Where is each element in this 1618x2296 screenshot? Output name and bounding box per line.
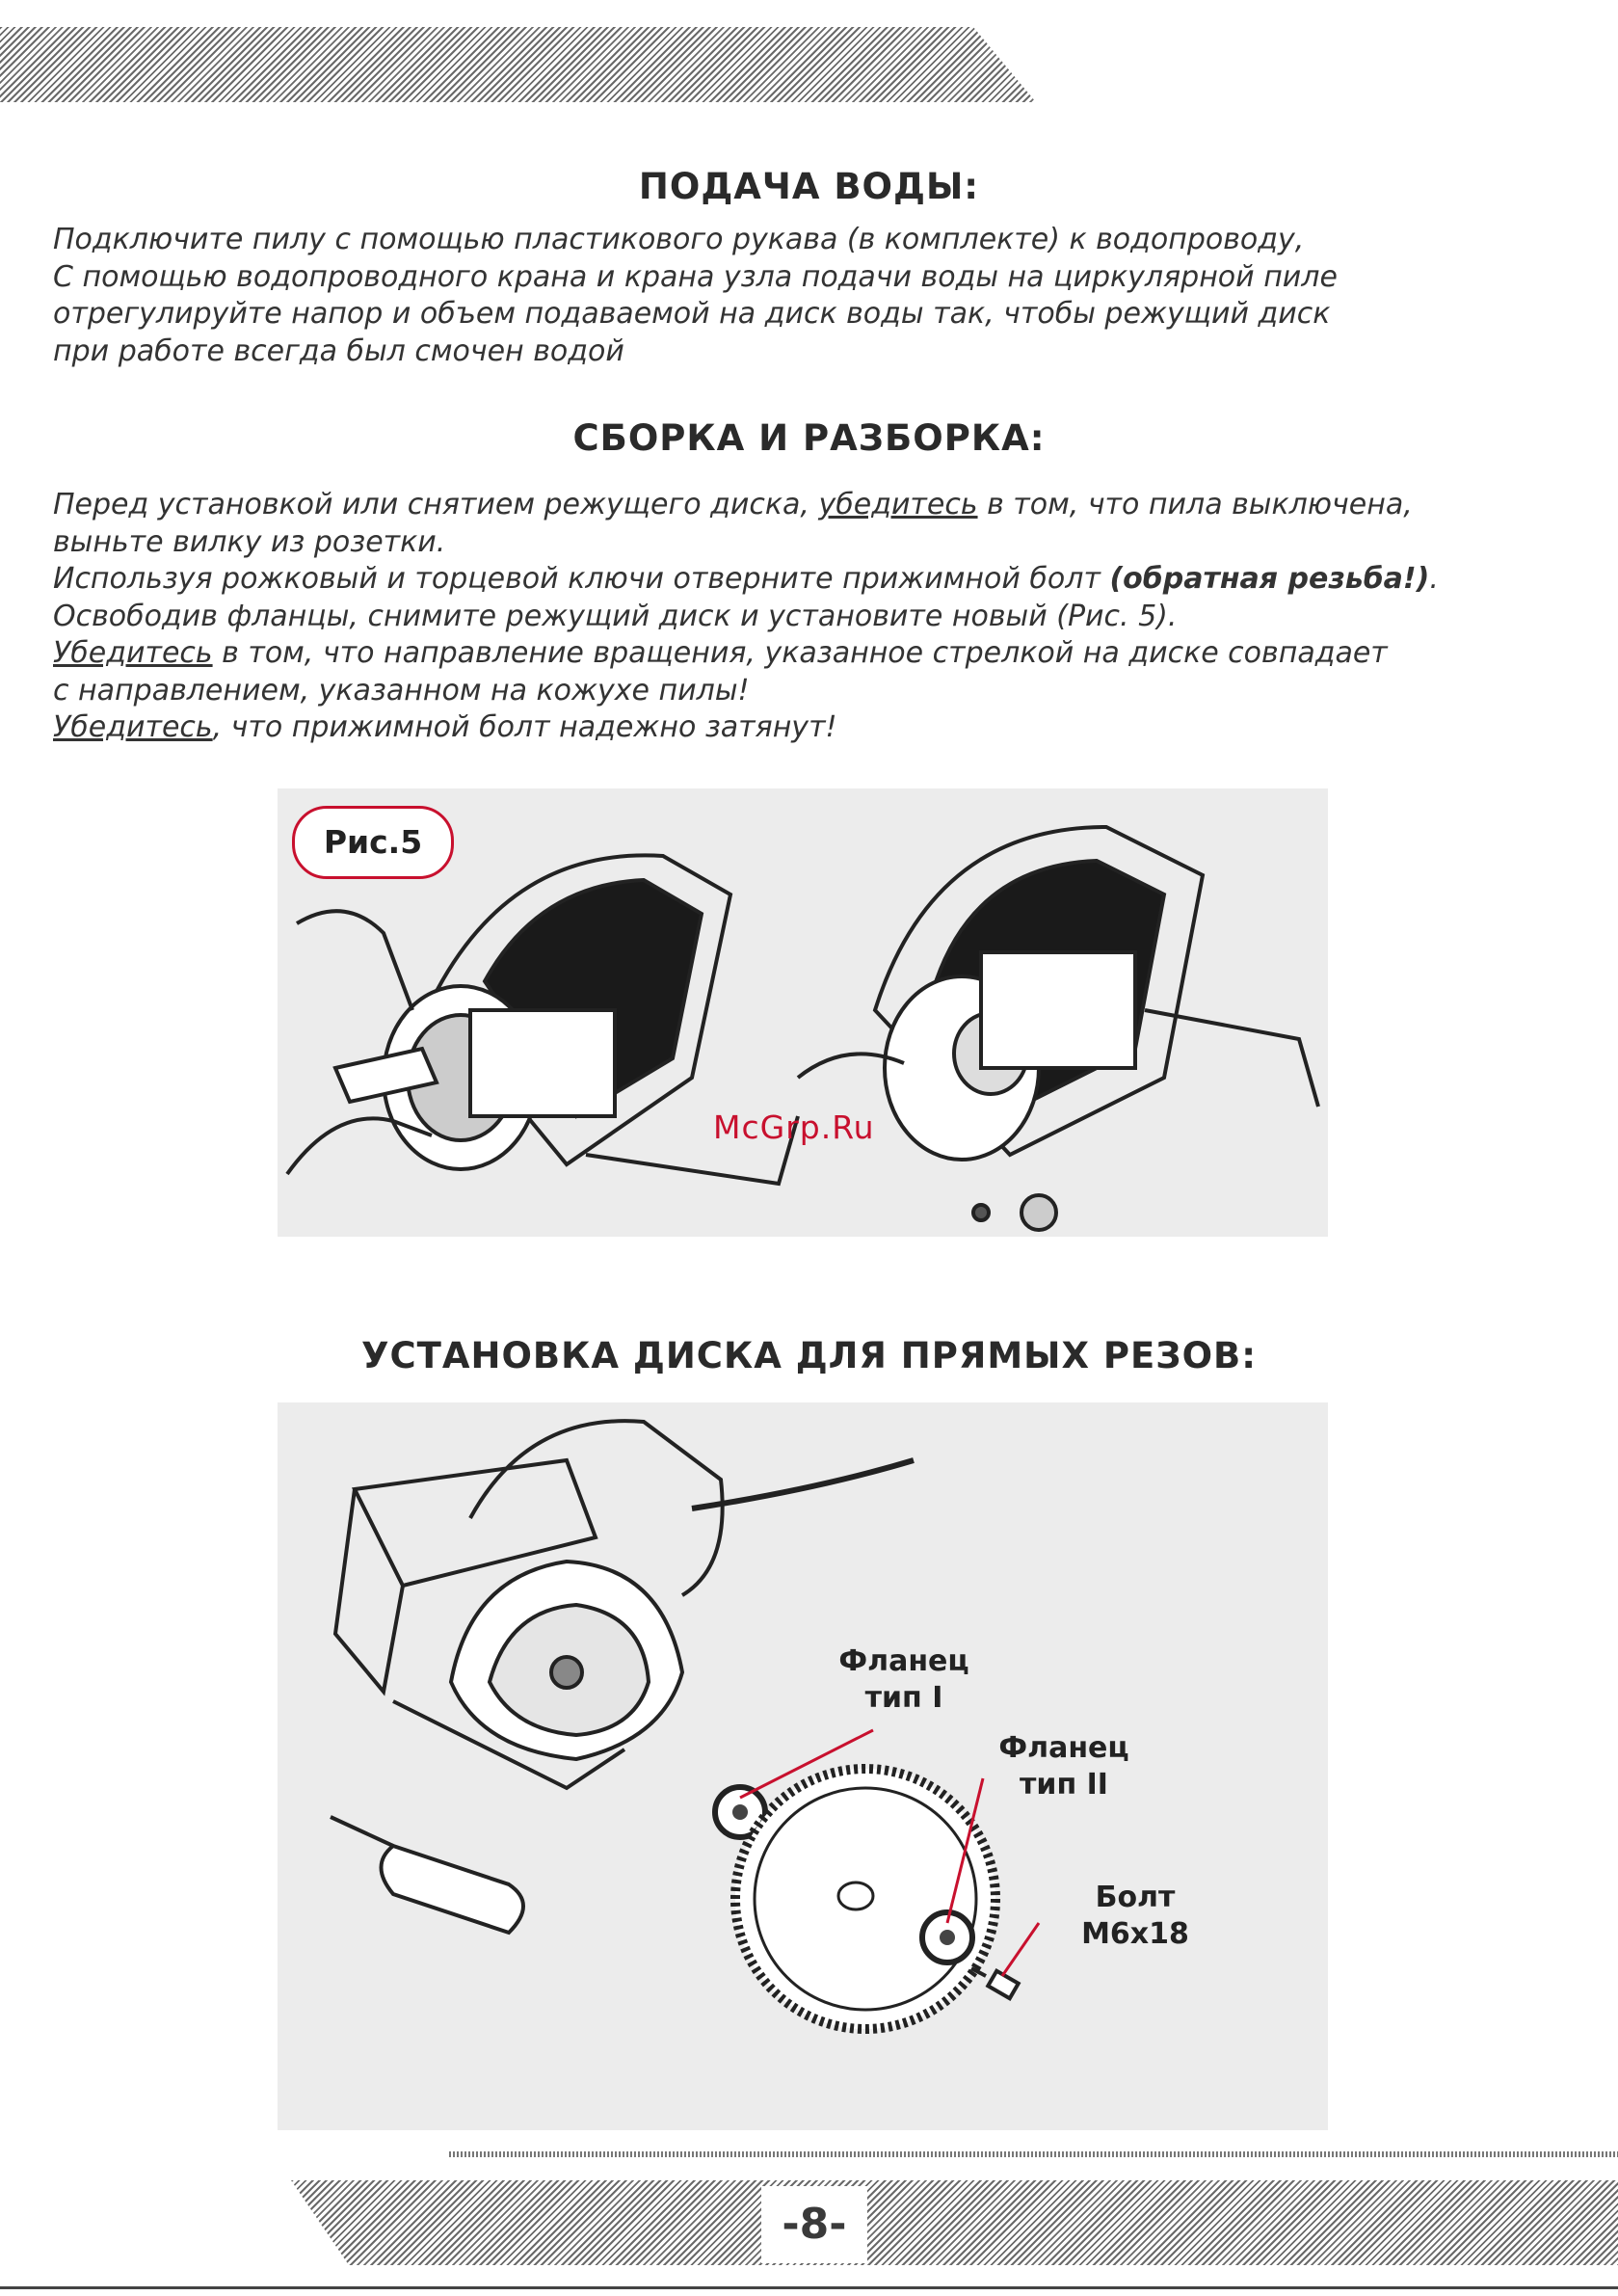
water-line-2: С помощью водопроводного крана и крана узла подачи воды на циркулярной пиле [53,259,1338,294]
water-line-1: Подключите пилу с помощью пластикового рукава (в комплекте) к водопроводу, [53,223,1305,256]
bolt-drawing [971,1968,1019,1998]
bolt-leader [1002,1923,1039,1976]
saw-body-drawing [335,1421,914,1788]
assembly-line-7 [53,709,1595,747]
water-section-title: ПОДАЧА ВОДЫ: [638,166,980,207]
footer-hatch-band [291,2180,1618,2265]
figure-5-illustration [278,788,1328,1237]
handle-drawing [331,1817,523,1933]
install-disc-diagram [278,1402,1328,2130]
assembly-line-1-underline: убедитесь [818,488,978,521]
install-section-title: УСТАНОВКА ДИСКА ДЛЯ ПРЯМЫХ РЕЗОВ: [360,1335,1258,1376]
callout-flange-type-1 [836,1643,971,1717]
callout-bolt-line-2: М6х18 [1081,1917,1189,1951]
assembly-line-1-b: в том, что пила выключена, [977,488,1413,521]
footer-dotted-rule [449,2151,1618,2157]
callout-bolt-line-1: Болт [1095,1881,1176,1914]
assembly-line-1-a: Перед установкой или снятием режущего диска, [53,488,819,521]
water-section-text [53,222,1595,370]
assembly-section-title: СБОРКА И РАЗБОРКА: [572,417,1046,459]
assembly-line-2: выньте вилку из розетки. [53,524,446,559]
callout-flange-type-1-line-1: Фланец [838,1644,969,1678]
header-hatch-band [0,27,1036,102]
assembly-line-6: с направлением, указанном на кожухе пилы! [53,673,750,707]
water-line-4: при работе всегда был смочен водой [53,334,624,368]
callout-flange-type-1-line-2: тип I [864,1681,943,1715]
assembly-line-1 [53,487,1595,524]
callout-bolt [1068,1880,1203,1953]
assembly-line-7-underline: Убедитесь [53,710,213,744]
watermark-text: McGrp.Ru [713,1108,875,1146]
cutting-disc-drawing [735,1769,995,2029]
assembly-line-7-b: , что прижимной болт надежно затянут! [212,710,837,744]
assembly-section-text [53,487,1595,747]
page-number: -8- [761,2186,867,2263]
footer-bottom-rule [0,2286,1618,2289]
water-line-3: отрегулируйте напор и объем подаваемой на диск воды так, чтобы режущий диск [53,297,1331,331]
assembly-line-5-b: в том, что направление вращения, указанное стрелкой на диске совпадает [212,636,1388,670]
install-disc-drawing [278,1402,1328,2130]
assembly-line-5-underline: Убедитесь [53,636,213,670]
callout-flange-type-2-line-2: тип II [1020,1768,1108,1802]
figure-5-label: Рис.5 [292,806,454,879]
flange-type-1-hole [732,1804,748,1820]
assembly-line-3-bold: (обратная резьба!) [1109,562,1430,596]
assembly-line-3 [53,561,1595,599]
assembly-line-4: Освободив фланцы, снимите режущий диск и установите новый (Рис. 5). [53,599,1178,633]
callout-flange-type-2 [996,1730,1131,1803]
assembly-line-3-b: . [1429,562,1439,596]
callout-flange-type-2-line-1: Фланец [998,1731,1129,1765]
right-saw-drawing [798,827,1318,1230]
flange-type-2-hole [940,1930,955,1945]
assembly-line-3-a: Используя рожковый и торцевой ключи отверните прижимной болт [53,562,1110,596]
assembly-line-5 [53,635,1595,673]
